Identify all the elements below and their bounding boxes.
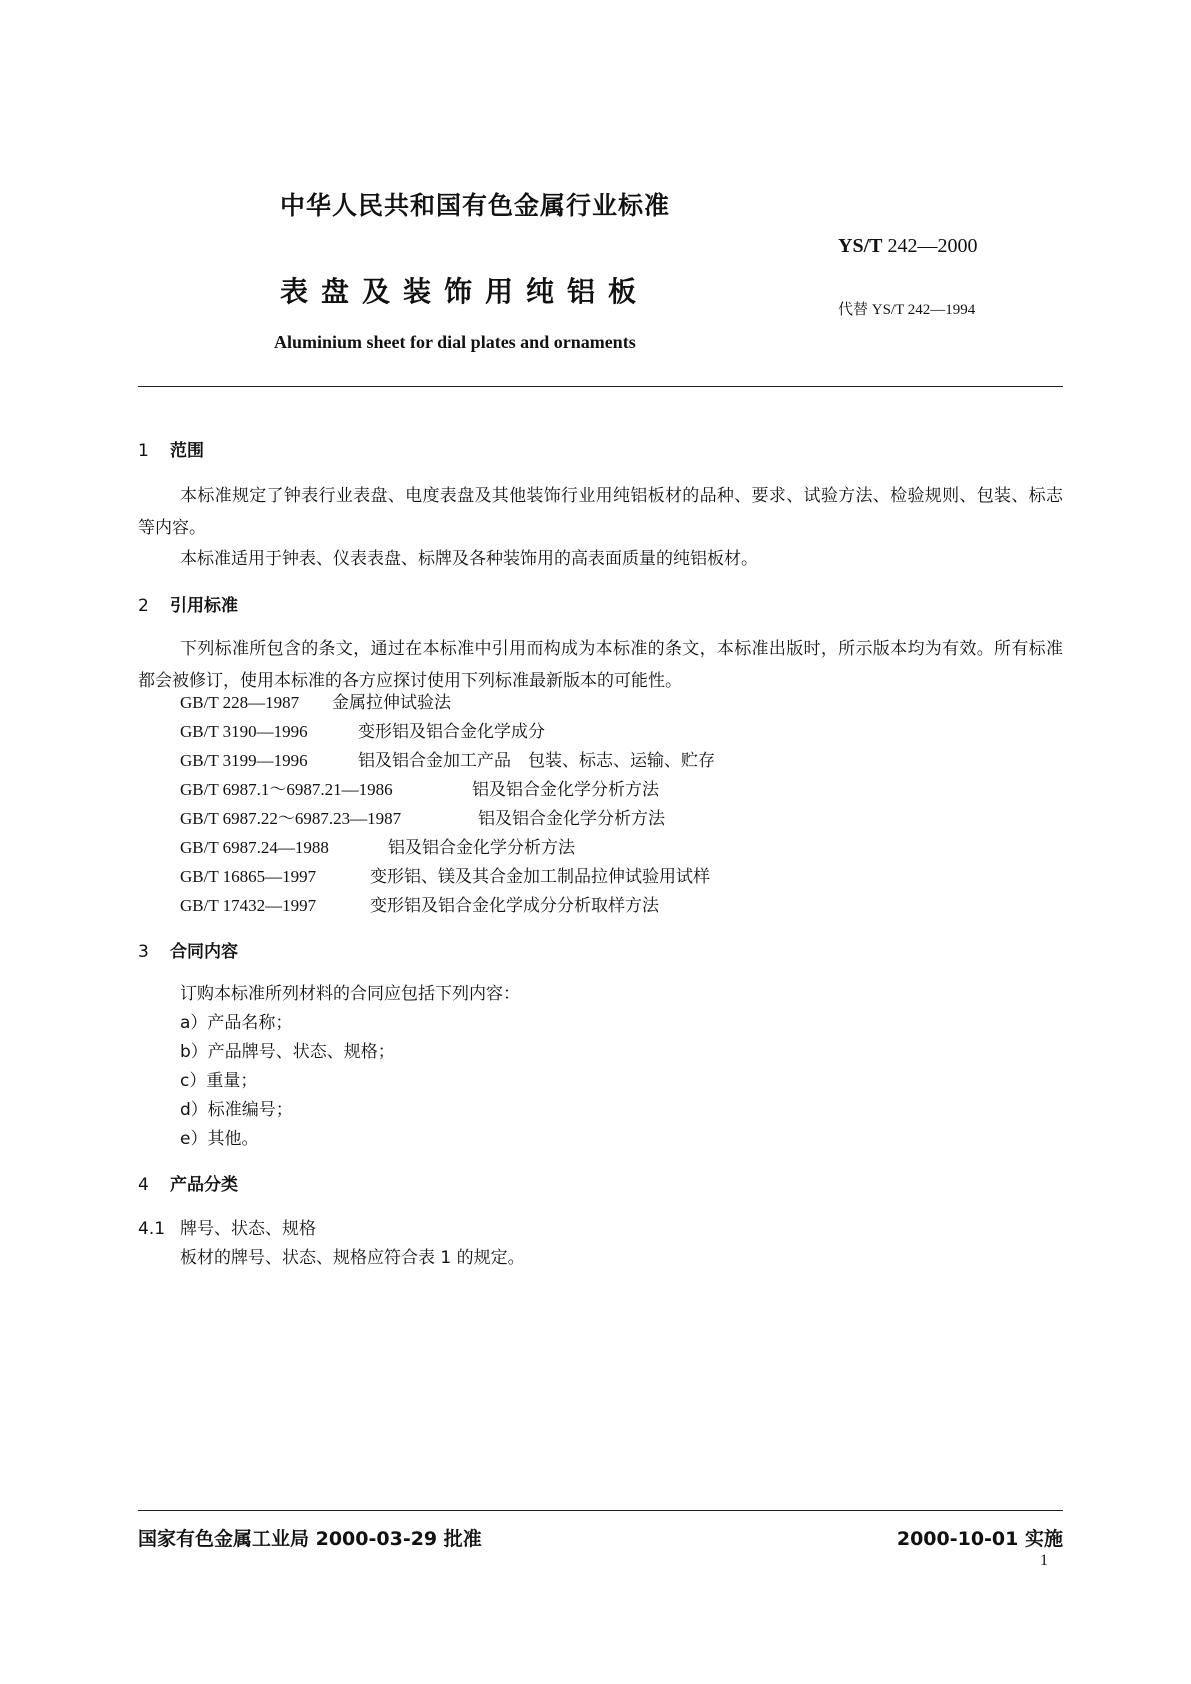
section-1-heading — [138, 436, 204, 461]
reference-name: 金属拉伸试验法 — [332, 693, 451, 713]
section-3-heading — [138, 937, 238, 962]
contract-item: d）标准编号； — [180, 1100, 293, 1120]
reference-item — [180, 891, 659, 916]
approval-date: 国家有色金属工业局 2000-03-29 批准 — [138, 1528, 482, 1550]
reference-code: GB/T 228—1987 — [180, 693, 300, 712]
reference-code: GB/T 17432—1997 — [180, 896, 317, 915]
reference-item — [180, 804, 665, 829]
standard-category-title: 中华人民共和国有色金属行业标准 — [280, 191, 671, 220]
section-2-heading — [138, 591, 238, 616]
reference-code: GB/T 6987.22～6987.23—1987 — [180, 809, 402, 828]
section-number: 1 — [138, 441, 149, 461]
page-number: 1 — [1040, 1552, 1048, 1569]
reference-code: GB/T 6987.1～6987.21—1986 — [180, 780, 393, 799]
contract-item: b）产品牌号、状态、规格； — [180, 1042, 395, 1062]
implementation-date: 2000-10-01 实施 — [896, 1528, 1063, 1550]
reference-code: GB/T 16865—1997 — [180, 867, 317, 886]
section-title: 范围 — [170, 441, 204, 461]
subsection-number: 4.1 — [138, 1219, 166, 1239]
contract-item: c）重量； — [180, 1071, 258, 1091]
section-number: 4 — [138, 1175, 149, 1195]
reference-item — [180, 775, 659, 800]
standard-code — [838, 235, 977, 258]
section-title: 产品分类 — [170, 1175, 238, 1195]
standard-code-number: 242—2000 — [887, 235, 978, 257]
section-1-paragraph: 本标准适用于钟表、仪表表盘、标牌及各种装饰用的高表面质量的纯铝板材。 — [180, 549, 758, 569]
subsection-4-1-text: 板材的牌号、状态、规格应符合表 1 的规定。 — [180, 1248, 525, 1268]
section-2-intro: 下列标准所包含的条文，通过在本标准中引用而构成为本标准的条文，本标准出版时，所示版本均为有效。所有标准都会被修订，使用本标准的各方应探讨使用下列标准最新版本的可能性。 — [138, 639, 1063, 691]
reference-name: 铝及铝合金化学分析方法 — [472, 780, 659, 800]
reference-code: GB/T 6987.24—1988 — [180, 838, 329, 857]
reference-item — [180, 688, 451, 713]
footer-divider — [138, 1510, 1063, 1511]
reference-name: 变形铝及铝合金化学成分分析取样方法 — [370, 896, 659, 916]
section-number: 2 — [138, 596, 149, 616]
document-title: 表盘及装饰用纯铝板 — [280, 275, 650, 308]
section-title: 引用标准 — [170, 596, 238, 616]
reference-name: 铝及铝合金化学分析方法 — [478, 809, 665, 829]
reference-code: GB/T 3190—1996 — [180, 722, 308, 741]
header-divider — [138, 386, 1063, 387]
reference-name: 铝及铝合金加工产品 包装、标志、运输、贮存 — [358, 751, 715, 771]
replaces-standard: 代替 YS/T 242—1994 — [838, 302, 976, 318]
standard-code-prefix: YS/T — [838, 235, 883, 257]
reference-item — [180, 862, 710, 887]
contract-item: a）产品名称； — [180, 1013, 293, 1033]
reference-item — [180, 717, 545, 742]
section-1-paragraph: 本标准规定了钟表行业表盘、电度表盘及其他装饰行业用纯铝板材的品种、要求、试验方法、检验规则、包装、标志等内容。 — [138, 486, 1063, 538]
section-4-heading — [138, 1170, 238, 1195]
contract-item: e）其他。 — [180, 1129, 259, 1149]
section-number: 3 — [138, 942, 149, 962]
reference-name: 变形铝、镁及其合金加工制品拉伸试验用试样 — [370, 867, 710, 887]
section-title: 合同内容 — [170, 942, 238, 962]
subsection-title: 牌号、状态、规格 — [180, 1219, 316, 1239]
reference-code: GB/T 3199—1996 — [180, 751, 308, 770]
reference-name: 铝及铝合金化学分析方法 — [388, 838, 575, 858]
reference-item — [180, 833, 575, 858]
reference-item — [180, 746, 715, 771]
english-title: Aluminium sheet for dial plates and ornaments — [274, 332, 636, 352]
subsection-4-1-heading — [138, 1214, 316, 1239]
section-3-intro: 订购本标准所列材料的合同应包括下列内容： — [180, 984, 520, 1004]
reference-name: 变形铝及铝合金化学成分 — [358, 722, 545, 742]
